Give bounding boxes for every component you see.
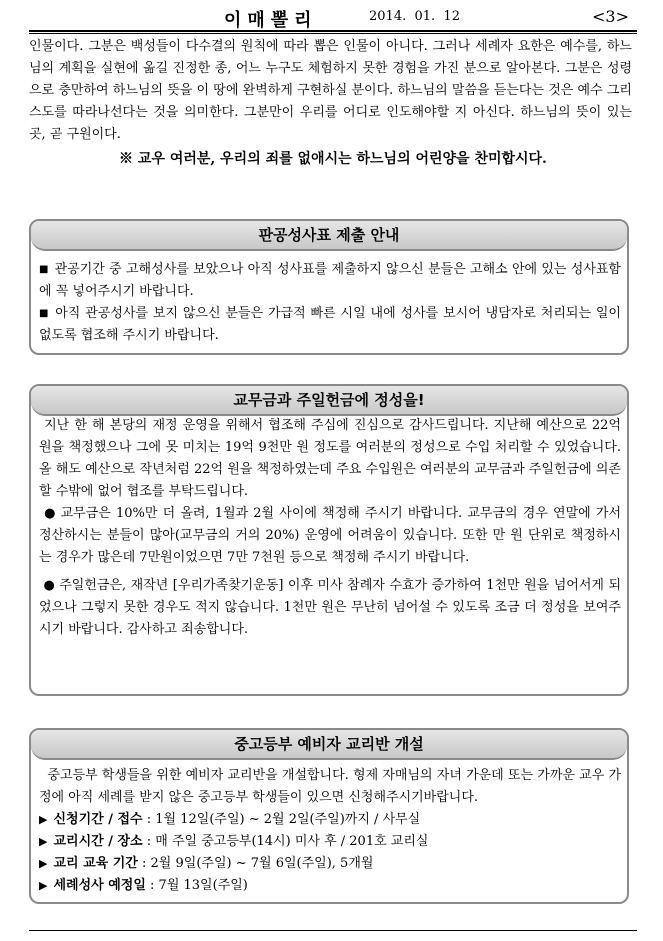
header-rule-thin — [29, 33, 637, 34]
triangle-bullet-icon: ▶ — [39, 857, 48, 870]
offering-notice-box — [29, 384, 629, 696]
list-item: ▶ 교리 교육 기간 : 2월 9일(주일) ~ 7월 6일(주일), 5개월 — [39, 856, 374, 871]
triangle-bullet-icon: ▶ — [39, 879, 48, 892]
intro-paragraph: 인물이다. 그분은 백성들이 다수결의 원칙에 따라 뽑은 인물이 아니다. 그러나 세례자 요한은 예수를, 하느님의 계획을 실현에 옮길 진정한 종, 어느 누구도 체험하지 못한 경험을 가진 분으로 알아본다. 그분은 성령으로 충만하여 하느님의 뜻을 이 땅에 완벽하게 구현하실 분이다. 하느님의 말씀을 듣는다는 것은 예수 그리스도를 따라나선다는 것을 의미한다. 그분만이 우리를 어디로 인도해야할 지 아신다. 하느님의 뜻이 있는 곳, 곧 구원이다. — [29, 39, 632, 142]
bulletin-title: 이매뽈리 — [224, 10, 318, 31]
square-bullet-icon: ■ — [39, 264, 49, 275]
list-item: ■ 아직 관공성사를 보지 않으신 분들은 가급적 빠른 시일 내에 성사를 보시어 냉담자로 처리되는 일이 없도록 협조해 주시기 바랍니다. — [39, 306, 621, 343]
offering-notice-body — [39, 415, 621, 641]
catechism-intro: 중고등부 학생들을 위한 예비자 교리반을 개설합니다. 형제 자매님의 자녀 가운데 또는 가까운 교우 가정에 아직 세례를 받지 않은 중고등부 학생들이 있으면 신청해주시기바랍니다. — [39, 768, 622, 805]
triangle-bullet-icon: ▶ — [39, 835, 48, 848]
offering-paragraph-1: 지난 한 해 본당의 재정 운영을 위해서 협조해 주심에 진심으로 감사드립니다. 지난해 예산으로 22억 원을 책정했으나 그에 못 미치는 19억 9천만 원 정도를 여러분의 정성으로 수입 처리할 수 있었습니다. 올 해도 예산으로 작년처럼 22억 원을 책정하였는데 주요 수입원은 여러분의 교무금과 주일헌금에 의존할 수밖에 없어 협조를 부탁드립니다. — [39, 418, 621, 499]
page-header — [29, 6, 637, 31]
header-rule — [29, 30, 637, 32]
catechism-notice-body — [39, 765, 621, 897]
offering-paragraph-2: ● 교무금은 10%만 더 올려, 1월과 2월 사이에 책정해 주시기 바랍니다. 교무금의 경우 연말에 가서 정산하시는 분들이 많아(교무금의 거의 20%) 운영에 어려움이 있습니다. 또한 만 원 단위로 책정하시는 경우가 많은데 7만원이었으면 7만 7천원 등으로 책정해 주시기 바랍니다. — [39, 506, 622, 565]
list-item: ▶ 세례성사 예정일 : 7월 13일(주일) — [39, 878, 248, 893]
footer-rule — [29, 930, 637, 931]
page-number: <3> — [592, 7, 629, 26]
confession-notice-box — [29, 219, 629, 355]
list-item: ■ 관공기간 중 고해성사를 보았으나 아직 성사표를 제출하지 않으신 분들은 고해소 안에 있는 성사표함에 꼭 넣어주시기 바랍니다. — [39, 262, 621, 299]
confession-notice-body — [39, 259, 621, 347]
exhortation-line: ※ 교우 여러분, 우리의 죄를 없애시는 하느님의 어린양을 찬미합시다. — [119, 151, 547, 167]
catechism-notice-title: 중고등부 예비자 교리반 개설 — [31, 730, 627, 760]
bullet-icon: ● — [44, 506, 57, 521]
offering-paragraph-3: ● 주일헌금은, 재작년 [우리가족찾기운동] 이후 미사 참례자 수효가 증가하여 1천만 원을 넘어서게 되었으나 그렇지 못한 경우도 적지 않습니다. 1천만 원은 무난히 넘어설 수 있도록 조금 더 정성을 보여주시기 바랍니다. 감사하고 죄송합니다. — [39, 578, 622, 637]
square-bullet-icon: ■ — [39, 308, 50, 319]
list-item: ▶ 신청기간 / 접수 : 1월 12일(주일) ~ 2월 2일(주일)까지 / 사무실 — [39, 812, 421, 827]
confession-notice-title: 판공성사표 제출 안내 — [31, 221, 627, 251]
bulletin-date: 2014. 01. 12 — [369, 9, 460, 24]
bullet-icon: ● — [43, 578, 56, 593]
offering-notice-title: 교무금과 주일헌금에 정성을! — [31, 386, 627, 416]
list-item: ▶ 교리시간 / 장소 : 매 주일 중고등부(14시) 미사 후 / 201호 교리실 — [39, 834, 429, 849]
catechism-notice-box — [29, 728, 629, 904]
triangle-bullet-icon: ▶ — [39, 813, 48, 826]
intro-section — [29, 36, 632, 146]
